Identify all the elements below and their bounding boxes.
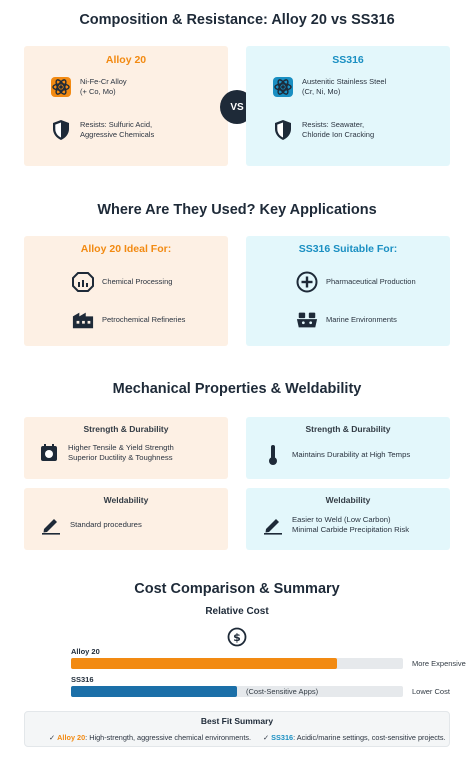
svg-text:$: $ (233, 631, 241, 644)
alloy20-applications-card (24, 236, 228, 346)
ss316-application-text: Marine Environments (326, 315, 397, 324)
ss316-weld-row (262, 514, 409, 536)
alloy20-strength-text: Higher Tensile & Yield Strength Superior Ductility & Toughness (68, 443, 174, 462)
alloy20-strength-row (38, 442, 174, 464)
ss316-weld-card (246, 488, 450, 550)
summary-alloy20: ✓ Alloy 20: High-strength, aggressive chemical environments. (49, 733, 252, 742)
ship-icon (296, 309, 318, 331)
alloy20-composition-card (24, 46, 228, 166)
best-fit-summary (24, 711, 450, 747)
strength-heading: Strength & Durability (305, 424, 391, 434)
alloy20-weld-text: Standard procedures (70, 520, 142, 529)
shield-icon (272, 119, 294, 141)
atom-icon (272, 76, 294, 98)
ss316-application-row (296, 309, 397, 331)
cost-bar-label: SS316 (71, 675, 94, 684)
ss316-strength-card (246, 417, 450, 479)
ss316-applications-heading: SS316 Suitable For: (298, 243, 398, 255)
alloy20-application-row (72, 271, 172, 293)
atom-icon (50, 76, 72, 98)
ss316-applications-card (246, 236, 450, 346)
alloy20-weld-row (40, 514, 142, 536)
check-icon: ✓ (49, 733, 56, 742)
chemical-plant-icon (72, 271, 94, 293)
pencil-icon (40, 514, 62, 536)
alloy20-composition-row (50, 76, 127, 98)
mechanical-title: Mechanical Properties & Weldability (112, 381, 362, 397)
ss316-strength-row (262, 444, 410, 466)
cost-title: Cost Comparison & Summary (134, 581, 340, 597)
ss316-strength-text: Maintains Durability at High Temps (292, 450, 411, 459)
cost-bar-label: Alloy 20 (71, 647, 100, 656)
pencil-icon (262, 514, 284, 536)
shield-icon (50, 119, 72, 141)
ss316-weld-text: Easier to Weld (Low Carbon) Minimal Carbide Precipitation Risk (292, 515, 410, 534)
cost-bar-fill (71, 658, 337, 669)
ss316-resistance-row (272, 119, 374, 141)
dollar-coin-icon (227, 627, 247, 647)
alloy20-resistance-row (50, 119, 154, 141)
alloy20-heading: Alloy 20 (105, 54, 147, 66)
summary-title: Best Fit Summary (200, 716, 274, 726)
ss316-composition-card (246, 46, 450, 166)
applications-title: Where Are They Used? Key Applications (97, 202, 377, 218)
weld-heading: Weldability (325, 495, 371, 505)
cost-bar-inner-label: (Cost-Sensitive Apps) (246, 687, 319, 696)
ss316-resistance-text: Resists: Seawater, Chloride Ion Cracking (302, 120, 375, 139)
alloy20-composition-text: Ni-Fe-Cr Alloy (+ Co, Mo) (80, 77, 127, 96)
alloy20-weld-card (24, 488, 228, 550)
vs-badge: VS (220, 90, 254, 124)
cost-bar-note: More Expensive (412, 659, 466, 668)
ss316-heading: SS316 (332, 54, 364, 66)
alloy20-application-text: Chemical Processing (102, 277, 173, 286)
ss316-composition-text: Austenitic Stainless Steel (Cr, Ni, Mo) (302, 77, 387, 96)
alloy20-resistance-text: Resists: Sulfuric Acid, Aggressive Chemicals (80, 120, 155, 139)
cost-bar-note: Lower Cost (412, 687, 450, 696)
cost-subtitle: Relative Cost (205, 606, 269, 617)
medical-cross-icon (296, 271, 318, 293)
alloy20-application-row (72, 309, 185, 331)
composition-title: Composition & Resistance: Alloy 20 vs SS316 (79, 12, 395, 28)
thermometer-icon (262, 444, 284, 466)
alloy20-application-text: Petrochemical Refineries (102, 315, 186, 324)
alloy20-applications-heading: Alloy 20 Ideal For: (80, 243, 172, 255)
summary-ss316: ✓ SS316: Acidic/marine settings, cost-sensitive projects. (263, 733, 446, 742)
alloy20-strength-card (24, 417, 228, 479)
weld-heading: Weldability (103, 495, 149, 505)
strength-heading: Strength & Durability (83, 424, 169, 434)
check-icon: ✓ (263, 733, 270, 742)
ss316-application-row (296, 271, 416, 293)
cost-bar-fill (71, 686, 237, 697)
refinery-icon (72, 309, 94, 331)
gauge-icon (38, 442, 60, 464)
ss316-composition-row (272, 76, 386, 98)
ss316-application-text: Pharmaceutical Production (326, 277, 416, 286)
